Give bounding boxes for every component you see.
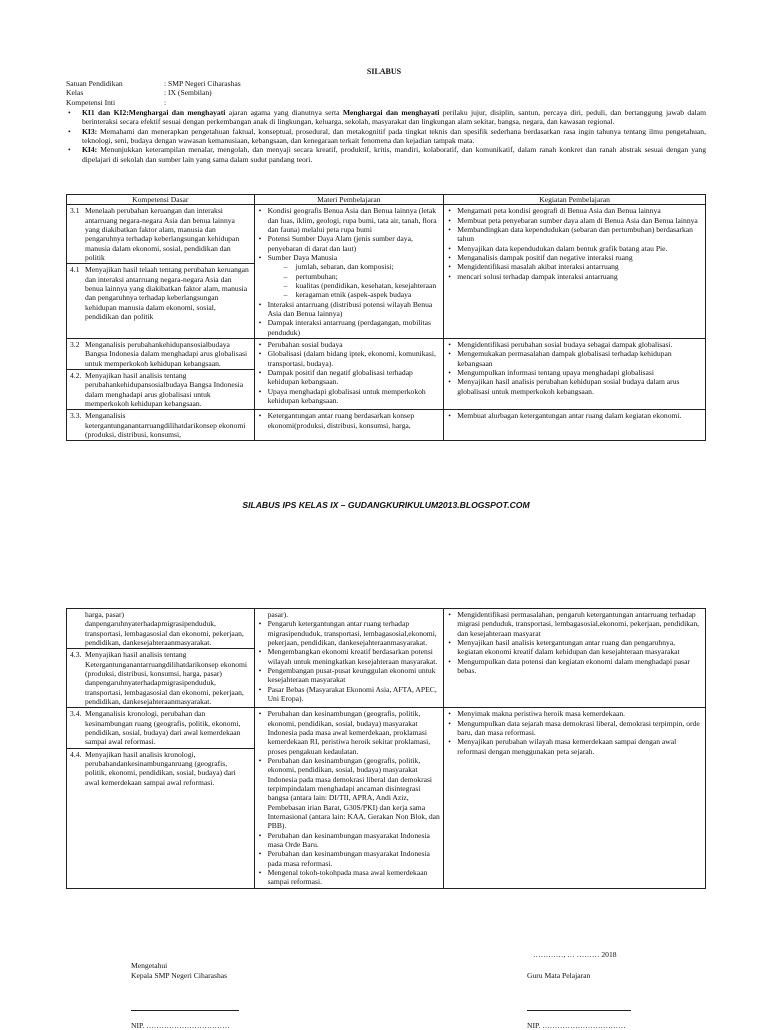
competence-number: 3.1 bbox=[70, 206, 80, 216]
competence-text: Menelaah perubahan keruangan dan interaksi antarruang negara-negara Asia dan benua lainnya yang diakibatkan faktor alam, manusia dan pengaruhnya terhadap keberlangsungan kehidupan manusia dalam ekonomi, sosial, pendidikan dan politik bbox=[85, 206, 240, 262]
list-item: • Mengamati peta kondisi geografi di Benua Asia dan Benua lainnya bbox=[447, 206, 702, 215]
table-header-row bbox=[67, 195, 706, 205]
ki-heading: KI3: bbox=[82, 126, 98, 136]
list-item: • Menganalisis dampak positif dan negative interaksi ruang bbox=[447, 253, 702, 262]
signature-line bbox=[527, 1010, 631, 1021]
list-item: • Menyajikan hasil analisis ketergantungan antar ruang dan pengaruhnya, kegiatan ekonomi kreatif dalam kehidupan dan kesejahteraan masyarakat bbox=[447, 638, 702, 657]
ki-item-4: • KI4: Menunjukkan keterampilan menalar, mengolah, dan menyaji secara kreatif, produktif, kritis, mandiri, kolaboratif, dan komunikatif, dalam ranah konkret dan ranah abstrak sesuai dengan yang dipelajari di sekolah dan sumber lain yang sama dalam sudut pandang teori. bbox=[68, 145, 706, 164]
syllabus-table-continued bbox=[66, 608, 706, 889]
list-item: • Kondisi geografis Benua Asia dan Benua lainnya (letak dan luas, iklim, geologi, rupa bumi, tata air, tanah, flora dan fauna) melalui peta rupa bumi bbox=[258, 206, 441, 234]
syllabus-table bbox=[66, 194, 706, 441]
competence-number: 4.1 bbox=[70, 265, 80, 275]
list-item: • Membuat peta penyebaran sumber daya alam di Benua Asia dan Benua lainnya bbox=[447, 216, 702, 225]
meta-value: : IX (Sembilan) bbox=[164, 88, 212, 98]
ki-text: ajaran agama yang dianutnya serta bbox=[225, 108, 343, 117]
list-item: • Mengemukakan permasalahan dampak globalisasi terhadap kehidupan kebangsaan bbox=[447, 349, 702, 368]
list-item: • Mengumpulkan data potensi dan kegiatan ekonomi dalam menghadapi pasar bebas. bbox=[447, 657, 702, 676]
competence-text: harga, pasar) danpengaruhnyaterhadapmigrasipenduduk, transportasi, lembagasosial dan ekonomi, pekerjaan, pendidikan, dankesejahteraanmasyarakat. bbox=[85, 610, 244, 647]
competence-text: Menyajikan hasil telaah tentang perubahan keruangan dan interaksi antarruang negara-negara Asia dan benua lainnya yang diakibatkan faktor alam, manusia dan pengaruhnya terhadap keberlangsungan kehidupan manusia dalam ekonomi, sosial, pendidikan dan politik bbox=[85, 265, 249, 321]
meta-row-class bbox=[66, 88, 706, 97]
list-item-text: Sumber Daya Manusia bbox=[267, 252, 338, 262]
list-item: • Menyajikan data kependudukan dalam bentuk grafik batang atau Pie. bbox=[447, 244, 702, 253]
list-item: • Upaya menghadapi globalisasi untuk memperkokoh kehidupan kebangsaan. bbox=[258, 387, 441, 406]
list-item: • Mengembangkan ekonomi kreatif berdasarkan potensi wilayah untuk meningkatkan kesejahteraan masyarakat. bbox=[258, 647, 441, 666]
competence-item bbox=[70, 340, 251, 368]
list-item: • Perubahan dan kesinambungan (geografis, politik, ekonomi, pendidikan, sosial, budaya) masyarakat Indonesia pada masa demokrasi liberal dan demokrasi terpimpindalam menghadapi ancaman disintegrasi bangsa (antara lain: DI/TII, APRA, Andi Aziz, Pembebasan irian Barat, G30S/PKI) dan kerja sama Internasional (antara lain: KAA, Gerakan Non Blok, dan PBB). bbox=[258, 756, 441, 831]
material-cell bbox=[254, 205, 444, 339]
list-item: • Menyajikan perubahan wilayah masa kemerdekaan sampai dengan awal reformasi dengan menggunakan peta sejarah. bbox=[447, 737, 702, 756]
sub-list-item: – jumlah, sebaran, dan komposisi; bbox=[284, 262, 441, 271]
ki-heading: KI4: bbox=[82, 145, 98, 155]
list-item: • Globalisasi (dalam bidang iptek, ekonomi, komunikasi, transportasi, budaya). bbox=[258, 349, 441, 368]
competence-item bbox=[70, 371, 251, 408]
nip-label: NIP. …………………………… bbox=[131, 1020, 230, 1030]
meta-label: Kompetensi Inti bbox=[66, 97, 116, 107]
material-cell bbox=[254, 708, 444, 888]
competence-text: Menganalisis kronologi, perubahan dan kesinambungan ruang (geografis, politik, ekonomi, pendidikan, sosial, budaya) dari awal kemerdekaan sampai awal reformasi. bbox=[85, 709, 241, 747]
activity-cell bbox=[444, 338, 706, 409]
list-item: • Dampak interaksi antarruang (perdagangan, mobilitas penduduk) bbox=[258, 318, 441, 337]
list-item: • Perubahan sosial budaya bbox=[258, 340, 441, 349]
sub-list-item: – pertumbuhan; bbox=[284, 272, 441, 281]
competence-text: Menyajikan hasil analisis tentang Ketergantunganantarruangdilihatdarikonsep ekonomi (produksi, distribusi, konsumsi, harga, pasar) danpengaruhnyaterhadapmigrasipenduduk, transportasi, lembagasosial dan ekonomi, pekerjaan, pendidikan, dankesejahteraanmasyarakat. bbox=[85, 650, 248, 706]
material-cell bbox=[254, 609, 444, 708]
signature-block-teacher bbox=[527, 961, 727, 1030]
document-title: SILABUS bbox=[366, 67, 402, 76]
meta-value: : SMP Negeri Ciharashas bbox=[164, 79, 241, 88]
list-item bbox=[258, 253, 441, 300]
column-header: Materi Pembelajaran bbox=[254, 195, 444, 205]
ki-item-1-2: • KI1 dan KI2:Menghargai dan menghayati ajaran agama yang dianutnya serta Menghargai dan menghayati perilaku jujur, disiplin, santun, percaya diri, peduli, dan bertanggung jawab dalam berinteraksi secara efektif sesuai dengan perkembangan anak di lingkungan, keluarga, sekolah, masyarakat dan lingkungan alam sekitar, bangsa, negara, dan kawasan regional. bbox=[68, 108, 706, 127]
competence-item bbox=[70, 709, 251, 746]
signature-line bbox=[131, 1010, 239, 1021]
list-item: • Mengumpulkan data sejarah masa demokrasi liberal, demokrasi terpimpin, orde baru, dan masa reformasi. bbox=[447, 719, 702, 738]
competence-item bbox=[70, 411, 251, 439]
page-gap bbox=[0, 520, 768, 606]
competence-item bbox=[70, 650, 251, 706]
activity-cell bbox=[444, 205, 706, 339]
material-cell bbox=[254, 410, 444, 441]
core-competence-list bbox=[66, 108, 706, 164]
list-item: • Ketergantungan antar ruang berdasarkan konsep ekonomi(produksi, distribusi, konsumsi, harga, bbox=[258, 411, 441, 430]
competence-number: 3.3. bbox=[70, 411, 82, 421]
meta-row-ki bbox=[66, 98, 706, 107]
competence-item bbox=[70, 206, 251, 262]
signature-caption: Kepala SMP Negeri Ciharashas bbox=[131, 970, 228, 980]
meta-row-school bbox=[66, 79, 706, 88]
list-item: • Perubahan dan kesinambungan masyarakat Indonesia pada masa reformasi. bbox=[258, 849, 441, 868]
list-item: • mencari solusi terhadap dampak interaksi antarruang bbox=[447, 272, 702, 281]
signature-caption: Mengetahui bbox=[131, 961, 168, 970]
list-item: • Mengenal tokoh-tokohpada masa awal kemerdekaan sampai reformasi. bbox=[258, 868, 441, 887]
competence-number: 3.4. bbox=[70, 709, 82, 719]
list-item: • Potensi Sumber Daya Alam (jenis sumber daya, penyebaran di darat dan laut) bbox=[258, 234, 441, 253]
column-header: Kompetensi Dasar bbox=[67, 195, 255, 205]
competence-item bbox=[70, 265, 251, 321]
nip-label: NIP. …………………………… bbox=[527, 1020, 626, 1030]
list-item-continued: pasar). bbox=[267, 610, 289, 619]
activity-cell bbox=[444, 410, 706, 441]
competence-item bbox=[70, 750, 251, 787]
ki-text: Memahami dan menerapkan pengetahuan faktual, konseptual, prosedural, dan metakognitif pada tingkat teknis dan spesifik sederhana berdasarkan rasa ingin tahunya tentang ilmu pengetahuan, teknologi, seni, budaya dengan wawasan kemanusiaan, kebangsaan, dan kenegaraan terkait fenomena dan kejadian tampak mata. bbox=[82, 126, 706, 145]
page-footer: SILABUS IPS KELAS IX – GUDANGKURIKULUM2013.BLOGSPOT.COM bbox=[242, 500, 530, 510]
sub-list-item: – kualitas (pendidikan, kesehatan, kesejahteraan bbox=[284, 281, 441, 290]
competence-number: 4.4. bbox=[70, 749, 82, 759]
list-item: • Mengumpulkan informasi tentang upaya menghadapi globalisasi bbox=[447, 368, 702, 377]
ki-emphasis: Menghargai dan menghayati bbox=[342, 108, 440, 117]
list-item: • Mengidentifikasi perubahan sosial budaya sebagai dampak globalisasi. bbox=[447, 340, 702, 349]
identity-block bbox=[66, 79, 706, 107]
ki-heading: KI1 dan KI2: bbox=[82, 108, 129, 117]
column-header: Kegiatan Pembelajaran bbox=[444, 195, 706, 205]
ki-emphasis: Menghargai dan menghayati bbox=[128, 108, 226, 117]
signature-block-principal bbox=[131, 961, 371, 1030]
list-item: • Perubahan dan kesinambungan masyarakat Indonesia masa Orde Baru. bbox=[258, 831, 441, 850]
competence-cell bbox=[67, 410, 255, 441]
competence-text: Menyajikan hasil analisis kronologi, perubahandankesinambunganruang (geografis, politik, ekonomi, pendidikan, sosial, budaya) dari awal kemerdekaan sampai awal reformasi. bbox=[85, 749, 236, 787]
competence-cell bbox=[67, 708, 255, 888]
competence-number: 4.2. bbox=[70, 370, 82, 380]
table-row bbox=[67, 410, 706, 441]
ki-text: Menunjukkan keterampilan menalar, mengolah, dan menyaji secara kreatif, produktif, kritis, mandiri, kolaboratif, dan komunikatif, dalam ranah konkret dan ranah abstrak sesuai dengan yang dipelajari di sekolah dan sumber lain yang sama dalam sudut pandang teori. bbox=[82, 145, 706, 164]
signature-caption: Guru Mata Pelajaran bbox=[527, 970, 591, 980]
list-item: • Mengidentifikasi permasalahan, pengaruh ketergantungan antarruang terhadap migrasi penduduk, transportasi, lembagasosial,ekonomi, pekerjaan, pendidikan, dan kesejahteraan masyarat bbox=[447, 610, 702, 638]
table-row bbox=[67, 205, 706, 339]
list-item: • Menyimak makna peristiwa heroik masa kemerdekaan. bbox=[447, 709, 702, 718]
ki-text: perilaku jujur, disiplin, santun, percaya diri, peduli, dan bertanggung jawab dalam berinteraksi secara efektif sesuai dengan perkembangan anak di lingkungan, keluarga, sekolah, masyarakat dan lingkungan alam sekitar, bangsa, negara, dan kawasan regional. bbox=[82, 108, 706, 127]
table-row bbox=[67, 609, 706, 708]
list-item: • Dampak positif dan negatif globalisasi terhadap kehidupan kebangsaan. bbox=[258, 368, 441, 387]
signature-date: …………, … ……… 2018 bbox=[533, 950, 617, 959]
activity-cell bbox=[444, 708, 706, 888]
competence-text: Menganalisis ketergantunganantarruangdilihatdarikonsep ekonomi (produksi, distribusi, konsumsi, bbox=[85, 411, 246, 439]
material-cell bbox=[254, 338, 444, 409]
competence-cell bbox=[67, 609, 255, 708]
competence-cell bbox=[67, 205, 255, 339]
meta-label: Kelas bbox=[66, 88, 84, 98]
competence-number: 4.3. bbox=[70, 650, 82, 660]
list-item: • Perubahan dan kesinambungan (geografis, politik, ekonomi, pendidikan, sosial, budaya) masyarakat Indonesia pada masa awal kemerdekaan, proklamasi kemerdekaan RI, peristiwa heroik sekitar proklamasi, proses pengakuan kedaulatan. bbox=[258, 709, 441, 756]
ki-item-3: • KI3: Memahami dan menerapkan pengetahuan faktual, konseptual, prosedural, dan metakognitif pada tingkat teknis dan spesifik sederhana berdasarkan rasa ingin tahunya tentang ilmu pengetahuan, teknologi, seni, budaya dengan wawasan kemanusiaan, kebangsaan, dan kenegaraan terkait fenomena dan kejadian tampak mata. bbox=[68, 126, 706, 145]
table-row bbox=[67, 338, 706, 409]
list-item: • Pasar Bebas (Masyarakat Ekonomi Asia, AFTA, APEC, Uni Eropa). bbox=[258, 685, 441, 704]
competence-cell bbox=[67, 338, 255, 409]
meta-label: Satuan Pendidikan bbox=[66, 79, 123, 88]
meta-value: : bbox=[164, 97, 167, 107]
list-item: • Pengaruh ketergantungan antar ruang terhadap migrasipenduduk, transportasi, lembagasosial,ekonomi, pekerjaan, pendidikan, dankesejahteraanmasyarakat. bbox=[258, 619, 441, 647]
table-row bbox=[67, 708, 706, 888]
list-item: • Membandingkan data kependudukan (sebaran dan pertumbuhan) berdasarkan tahun bbox=[447, 225, 702, 244]
competence-text: Menganalisis perubahankehidupansosialbudaya Bangsa Indonesia dalam menghadapi arus globalisasi untuk memperkokoh kehidupan kebangsaan. bbox=[85, 339, 248, 368]
sub-list-item: – keragaman etnik (aspek-aspek budaya bbox=[284, 290, 441, 299]
competence-item bbox=[70, 610, 251, 647]
list-item: • Pengembangan pusat-pusat keunggulan ekonomi untuk kesejahteraan masyarakat bbox=[258, 666, 441, 685]
list-item: • Menyajikan hasil analisis perubahan kehidupan sosial budaya dalam arus globalisasi untuk memperkokoh kebangsaan. bbox=[447, 377, 702, 396]
list-item: • Mengidentifikasi masalah akibat interaksi antarruang bbox=[447, 262, 702, 271]
competence-text: Menyajikan hasil analisis tentang perubahankehidupansosialbudaya Bangsa Indonesia dalam menghadapi arus globalisasi untuk memperkokoh kehidupan kebangsaan. bbox=[85, 370, 244, 408]
competence-number: 3.2 bbox=[70, 339, 80, 349]
list-item: • Interaksi antarruang (distribusi potensi wilayah Benua Asia dan Benua lainnya) bbox=[258, 300, 441, 319]
activity-cell bbox=[444, 609, 706, 708]
list-item: • Membuat alurbagan ketergantungan antar ruang dalam kegiatan ekonomi. bbox=[447, 411, 702, 420]
